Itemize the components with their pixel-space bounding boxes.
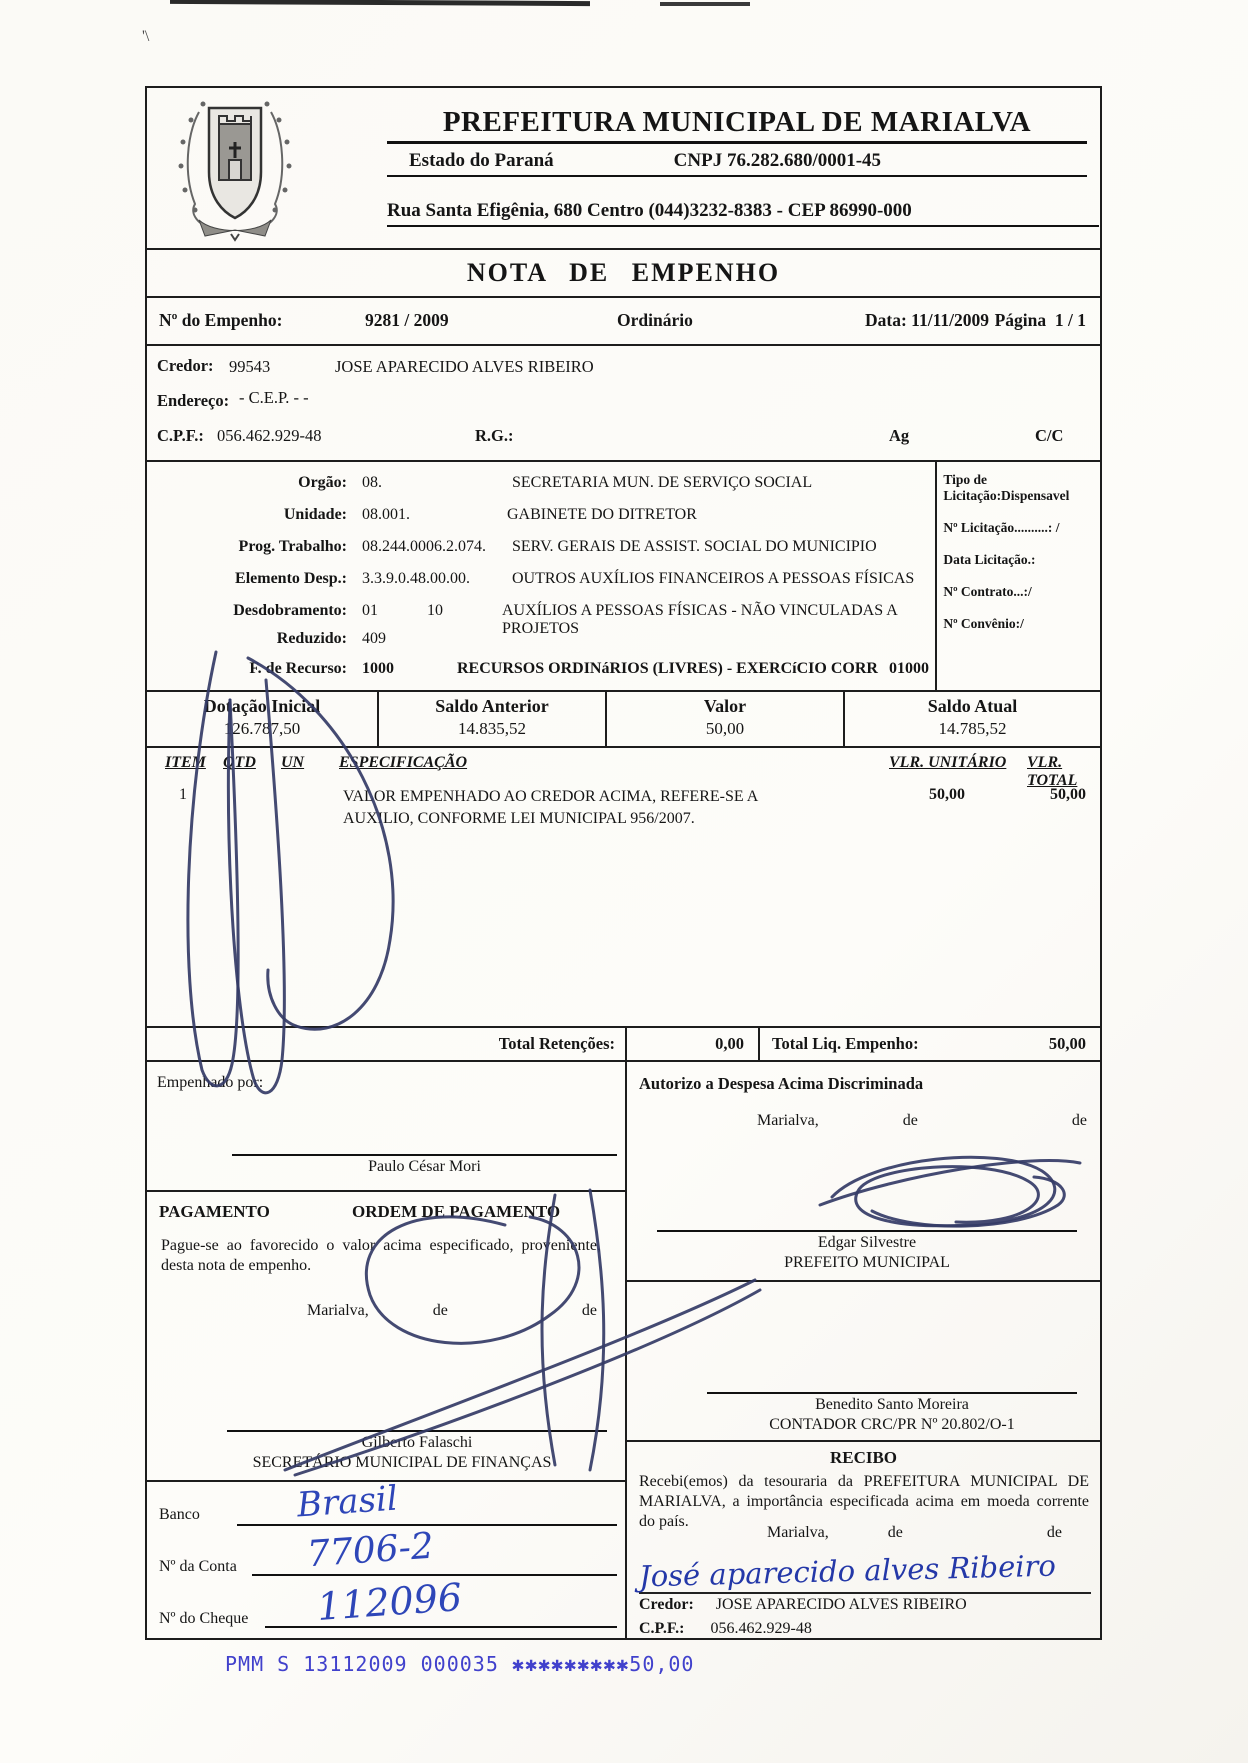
contador-signature-line bbox=[707, 1392, 1077, 1394]
page-indicator bbox=[995, 310, 1086, 331]
state-label: Estado do Paraná bbox=[409, 150, 554, 171]
recibo-credor-name: JOSE APARECIDO ALVES RIBEIRO bbox=[715, 1596, 967, 1613]
coat-of-arms-logo bbox=[169, 94, 301, 242]
recibo-box bbox=[627, 1440, 1100, 1640]
ordem-pagamento-title: ORDEM DE PAGAMENTO bbox=[352, 1202, 561, 1221]
numero-convenio: Nº Convênio:/ bbox=[943, 616, 1024, 631]
nota-de-empenho-form bbox=[145, 86, 1102, 1640]
desdobramento-code1: 01 bbox=[362, 602, 378, 619]
state-cnpj-row bbox=[387, 150, 1087, 177]
coat-ribbon bbox=[199, 220, 271, 236]
empenho-number-value: 9281 / 2009 bbox=[365, 310, 449, 330]
saldo-anterior-value: 14.835,52 bbox=[458, 719, 526, 738]
licitacao-panel bbox=[935, 462, 1100, 690]
scan-edge-artifact bbox=[660, 2, 750, 6]
pagamento-title: PAGAMENTO bbox=[159, 1202, 270, 1221]
credor-code: 99543 bbox=[229, 357, 271, 376]
desdobramento-code2: 10 bbox=[427, 602, 443, 619]
conta-label: Nº da Conta bbox=[159, 1558, 237, 1575]
prefeito-signature-line bbox=[657, 1230, 1077, 1232]
empenho-number-row bbox=[147, 298, 1100, 346]
fonte-label: F. de Recurso: bbox=[249, 660, 347, 677]
scan-edge-artifact bbox=[170, 0, 590, 6]
numero-contrato: Nº Contrato...:/ bbox=[943, 584, 1032, 599]
valor-cell bbox=[607, 692, 845, 746]
total-liq-label: Total Liq. Empenho: bbox=[772, 1034, 919, 1053]
cpf-label: C.P.F.: bbox=[157, 426, 204, 445]
items-table bbox=[147, 748, 1100, 1026]
bank-details-box bbox=[147, 1480, 625, 1642]
unidade-code: 08.001. bbox=[362, 506, 410, 523]
budget-classification-block bbox=[147, 462, 1100, 692]
dotacao-inicial-label: Dotação Inicial bbox=[203, 696, 321, 716]
total-retencoes-value: 0,00 bbox=[625, 1028, 760, 1060]
recibo-credor-row bbox=[639, 1596, 967, 1614]
item-number: 1 bbox=[179, 786, 187, 803]
prog-label: Prog. Trabalho: bbox=[238, 538, 347, 555]
tipo-licitacao: Tipo de Licitação:Dispensavel bbox=[943, 472, 1070, 503]
item-vlr-total: 50,00 bbox=[1050, 786, 1086, 803]
reduzido-label: Reduzido: bbox=[276, 630, 347, 647]
unidade-label: Unidade: bbox=[283, 506, 347, 523]
credor-block bbox=[147, 346, 1100, 462]
item-vlr-unitario: 50,00 bbox=[929, 786, 965, 803]
empenhado-signer-name: Paulo César Mori bbox=[368, 1158, 481, 1175]
finance-secretary-role: SECRETÁRIO MUNICIPAL DE FINANÇAS bbox=[252, 1454, 552, 1471]
rg-label: R.G.: bbox=[475, 426, 514, 445]
cheque-handwritten-value: 112096 bbox=[315, 1574, 464, 1630]
pagamento-text: Pague-se ao favorecido o valor acima especificado, proveniente, desta nota de empenho. bbox=[161, 1237, 601, 1274]
recibo-cpf-value: 056.462.929-48 bbox=[710, 1620, 812, 1637]
reduzido-code: 409 bbox=[362, 630, 386, 647]
pagamento-box bbox=[147, 1190, 625, 1482]
item-description: VALOR EMPENHADO AO CREDOR ACIMA, REFERE-SE A AUXILIO, CONFORME LEI MUNICIPAL 956/2007. bbox=[343, 788, 758, 827]
endereco-label: Endereço: bbox=[157, 391, 230, 410]
de-label: de bbox=[1046, 1524, 1062, 1541]
scan-speck: '\ bbox=[142, 28, 150, 45]
credor-label: Credor: bbox=[157, 356, 214, 375]
document-title: NOTA DE EMPENHO bbox=[466, 258, 781, 287]
empenhado-por-label: Empenhado por: bbox=[157, 1074, 264, 1091]
signatures-section bbox=[147, 1062, 1100, 1640]
orgao-desc: SECRETARIA MUN. DE SERVIÇO SOCIAL bbox=[512, 474, 813, 491]
city-label: Marialva, bbox=[307, 1302, 369, 1319]
valor-value: 50,00 bbox=[705, 719, 745, 738]
col-item: ITEM bbox=[165, 754, 206, 771]
de-label: de bbox=[432, 1302, 448, 1319]
de-label: de bbox=[887, 1524, 903, 1541]
ag-label: Ag bbox=[889, 426, 910, 445]
total-retencoes-label: Total Retenções: bbox=[498, 1034, 615, 1053]
recibo-title: RECIBO bbox=[829, 1448, 898, 1467]
recibo-cpf-label: C.P.F.: bbox=[639, 1620, 685, 1637]
city-label: Marialva, bbox=[767, 1524, 829, 1541]
pagamento-signature-line bbox=[227, 1430, 607, 1432]
pagamento-city-date-line bbox=[307, 1302, 597, 1320]
desdobramento-desc: AUXÍLIOS A PESSOAS FÍSICAS - NÃO VINCULADAS A PROJETOS bbox=[502, 602, 897, 637]
empenho-type: Ordinário bbox=[617, 310, 693, 330]
de-label: de bbox=[1071, 1112, 1087, 1129]
fonte-code: 1000 bbox=[362, 660, 394, 677]
banco-label: Banco bbox=[159, 1506, 200, 1523]
credor-signature-area bbox=[638, 1548, 1091, 1594]
cc-label: C/C bbox=[1035, 426, 1064, 445]
empenho-date bbox=[865, 310, 989, 331]
recibo-credor-label: Credor: bbox=[639, 1596, 694, 1613]
fonte-desc: RECURSOS ORDINáRIOS (LIVRES) - EXERCíCIO CORR bbox=[457, 660, 878, 677]
recibo-text: Recebi(emos) da tesouraria da PREFEITURA MUNICIPAL DE MARIALVA, a importância especificada acima em moeda corrente do país. bbox=[639, 1473, 1089, 1530]
right-signature-column bbox=[625, 1062, 1100, 1640]
autorizo-title: Autorizo a Despesa Acima Discriminada bbox=[639, 1074, 924, 1093]
fonte-extra-code: 01000 bbox=[889, 660, 929, 677]
col-vlr-unitario: VLR. UNITÁRIO bbox=[889, 754, 1007, 771]
unidade-desc: GABINETE DO DITRETOR bbox=[507, 506, 697, 523]
col-vlr-total: VLR. TOTAL bbox=[1027, 754, 1078, 789]
endereco-value: - C.E.P. - - bbox=[239, 388, 309, 407]
autorizo-city-date-line bbox=[757, 1112, 1087, 1130]
dotacao-inicial-value: 126.787,50 bbox=[223, 719, 301, 738]
cnpj-value: CNPJ 76.282.680/0001-45 bbox=[673, 150, 882, 171]
totals-row bbox=[147, 1026, 1100, 1062]
numero-licitacao: Nº Licitação..........: / bbox=[943, 520, 1060, 535]
elemento-code: 3.3.9.0.48.00.00. bbox=[362, 570, 470, 587]
contador-name: Benedito Santo Moreira bbox=[815, 1396, 969, 1413]
total-liq-value: 50,00 bbox=[1048, 1034, 1086, 1053]
page-value: 1 / 1 bbox=[1054, 310, 1086, 330]
page-label: Página bbox=[994, 310, 1047, 330]
orgao-label: Orgão: bbox=[298, 474, 347, 491]
contador-role: CONTADOR CRC/PR Nº 20.802/O-1 bbox=[769, 1416, 1015, 1433]
valor-label: Valor bbox=[703, 696, 747, 716]
col-especificacao: ESPECIFICAÇÃO bbox=[339, 754, 468, 771]
elemento-label: Elemento Desp.: bbox=[235, 570, 347, 587]
recibo-cpf-row bbox=[639, 1620, 812, 1638]
organization-title: PREFEITURA MUNICIPAL DE MARIALVA bbox=[387, 106, 1087, 144]
cpf-value: 056.462.929-48 bbox=[217, 426, 322, 445]
col-qtd: QTD bbox=[223, 754, 256, 771]
cheque-label: Nº do Cheque bbox=[159, 1610, 249, 1627]
address-row: Rua Santa Efigênia, 680 Centro (044)3232-8383 - CEP 86990-000 bbox=[387, 200, 1099, 227]
prog-desc: SERV. GERAIS DE ASSIST. SOCIAL DO MUNICIPIO bbox=[512, 538, 877, 555]
credor-name: JOSE APARECIDO ALVES RIBEIRO bbox=[335, 357, 594, 376]
saldo-atual-cell bbox=[845, 692, 1100, 746]
recibo-city-date-line bbox=[767, 1524, 1062, 1542]
saldo-anterior-cell bbox=[379, 692, 607, 746]
date-label: Data: bbox=[865, 310, 907, 330]
letterhead bbox=[147, 88, 1100, 248]
total-liq-cell bbox=[760, 1034, 1100, 1054]
elemento-desc: OUTROS AUXÍLIOS FINANCEIROS A PESSOAS FÍSICAS bbox=[512, 570, 915, 587]
banco-handwritten-value: Brasil bbox=[295, 1478, 399, 1526]
credor-handwritten-signature: José aparecido alves Ribeiro bbox=[638, 1548, 1057, 1594]
saldo-anterior-label: Saldo Anterior bbox=[435, 696, 549, 716]
dotacao-inicial-cell bbox=[147, 692, 379, 746]
empenho-number-label: Nº do Empenho: bbox=[159, 310, 283, 330]
contador-box bbox=[627, 1280, 1100, 1440]
prefeito-name: Edgar Silvestre bbox=[817, 1234, 917, 1251]
conta-handwritten-value: 7706-2 bbox=[305, 1525, 435, 1576]
finance-secretary-name: Gilberto Falaschi bbox=[361, 1434, 473, 1451]
saldo-atual-value: 14.785,52 bbox=[938, 719, 1007, 738]
prefeito-role: PREFEITO MUNICIPAL bbox=[784, 1254, 950, 1271]
city-label: Marialva, bbox=[757, 1112, 819, 1129]
data-licitacao: Data Licitação.: bbox=[943, 552, 1036, 567]
saldo-atual-label: Saldo Atual bbox=[927, 696, 1018, 716]
document-title-band bbox=[147, 248, 1100, 298]
desdobramento-label: Desdobramento: bbox=[233, 602, 347, 619]
conta-line bbox=[252, 1574, 617, 1576]
de-label: de bbox=[581, 1302, 597, 1319]
amounts-summary-row bbox=[147, 692, 1100, 748]
classification-rows bbox=[147, 462, 935, 690]
empenhado-signature-line bbox=[232, 1154, 617, 1156]
prog-code: 08.244.0006.2.074. bbox=[362, 538, 486, 555]
de-label: de bbox=[902, 1112, 918, 1129]
left-signature-column bbox=[147, 1062, 625, 1640]
col-un: UN bbox=[281, 754, 305, 771]
dot-matrix-stamp: PMM S 13112009 000035 ✱✱✱✱✱✱✱✱✱50,00 bbox=[225, 1652, 695, 1676]
date-value: 11/11/2009 bbox=[911, 310, 989, 330]
orgao-code: 08. bbox=[362, 474, 382, 491]
